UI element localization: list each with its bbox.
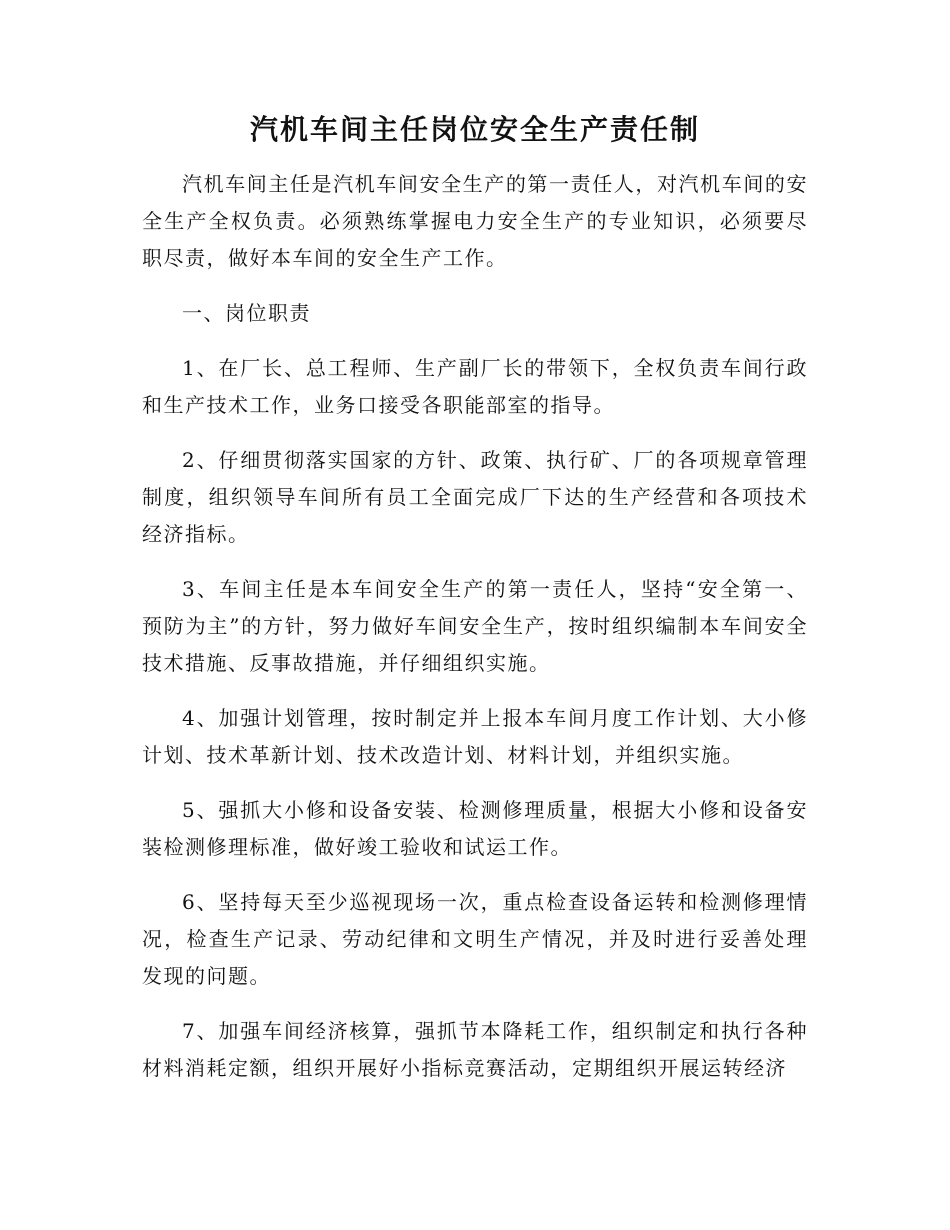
- duty-item-1: 1、在厂长、总工程师、生产副厂长的带领下，全权负责车间行政和生产技术工作，业务口接受各职能部室的指导。: [142, 356, 808, 417]
- duty-item-7: 7、加强车间经济核算，强抓节本降耗工作，组织制定和执行各种材料消耗定额，组织开展好小指标竞赛活动，定期组织开展运转经济: [142, 1019, 808, 1080]
- document-title: 汽机车间主任岗位安全生产责任制: [249, 113, 700, 146]
- section-heading: 一、岗位职责: [182, 301, 311, 325]
- duty-item-6: 6、坚持每天至少巡视现场一次，重点检查设备运转和检测修理情况，检查生产记录、劳动纪律和文明生产情况，并及时进行妥善处理发现的问题。: [142, 890, 808, 988]
- duty-item-2: 2、仔细贯彻落实国家的方针、政策、执行矿、厂的各项规章管理制度，组织领导车间所有员工全面完成厂下达的生产经营和各项技术经济指标。: [142, 448, 808, 546]
- duty-item-4: 4、加强计划管理，按时制定并上报本车间月度工作计划、大小修计划、技术革新计划、技术改造计划、材料计划，并组织实施。: [142, 706, 808, 767]
- document-body: [142, 166, 808, 1105]
- duty-item-3: 3、车间主任是本车间安全生产的第一责任人，坚持“安全第一、预防为主”的方针，努力做好车间安全生产，按时组织编制本车间安全技术措施、反事故措施，并仔细组织实施。: [142, 577, 808, 675]
- duty-item-5: 5、强抓大小修和设备安装、检测修理质量，根据大小修和设备安装检测修理标准，做好竣工验收和试运工作。: [142, 798, 808, 859]
- intro-paragraph: 汽机车间主任是汽机车间安全生产的第一责任人，对汽机车间的安全生产全权负责。必须熟练掌握电力安全生产的专业知识，必须要尽职尽责，做好本车间的安全生产工作。: [142, 172, 808, 270]
